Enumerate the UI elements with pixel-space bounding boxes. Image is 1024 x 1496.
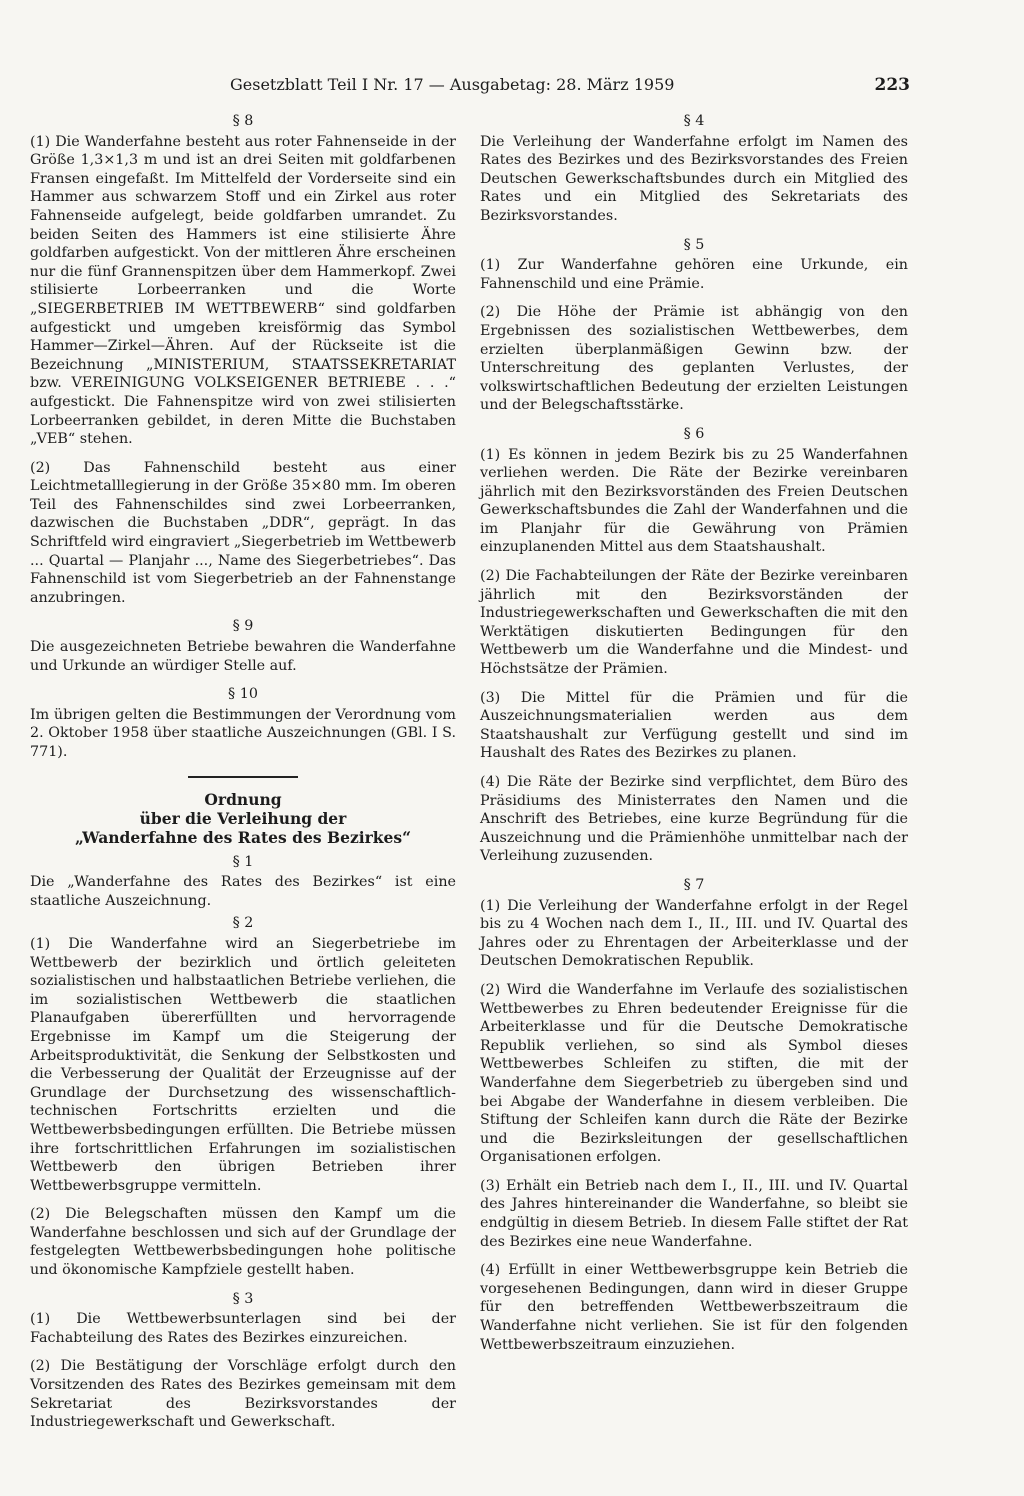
paragraph-5-1: (1) Zur Wanderfahne gehören eine Urkunde, ein Fahnenschild und eine Prämie. — [480, 257, 908, 292]
section-heading-7: § 7 — [683, 876, 705, 893]
ordnung-title-line-3: „Wanderfahne des Rates des Bezirkes“ — [74, 827, 412, 847]
paragraph-9-1: Die ausgezeichneten Betriebe bewahren die Wanderfahne und Urkunde an würdiger Stelle auf. — [30, 639, 456, 674]
paragraph-5-2: (2) Die Höhe der Prämie ist abhängig von den Ergebnissen des sozialistischen Wettbewerbes, dem erzielten überplanmäßigen Gewinn bzw. der Unterschreitung des geplanten Verlustes, der volkswirtschaftlichen Bedeutung der erzielten Leistungen und der Belegschaftsstärke. — [480, 304, 908, 414]
paragraph-6-3: (3) Die Mittel für die Prämien und für die Auszeichnungsmaterialien werden aus dem Staatshaushalt zur Verfügung gestellt und sind im Haushalt des Rates des Bezirkes zu planen. — [480, 689, 908, 762]
section-heading-9: § 9 — [232, 618, 254, 635]
paragraph-2-2: (2) Die Belegschaften müssen den Kampf um die Wanderfahne beschlossen und sich auf der Grundlage der festgelegten Wettbewerbsbedingungen hohe politische und ökonomische Kampfziele gestellt haben. — [30, 1206, 456, 1279]
paragraph-3-2: (2) Die Bestätigung der Vorschläge erfolgt durch den Vorsitzenden des Rates des Bezirkes gemeinsam mit dem Sekretariat des Bezirksvorstandes der Industriegewerkschaft und Gewerkschaft. — [30, 1358, 456, 1431]
paragraph-6-1: (1) Es können in jedem Bezirk bis zu 25 Wanderfahnen verliehen werden. Die Räte der Bezirke vereinbaren jährlich mit den Bezirksvorständen des Freien Deutschen Gewerkschaftsbundes die Zahl der Wanderfahnen und die im Planjahr für die Gewährung von Prämien einzuplanenden Mittel aus dem Staatshaushalt. — [480, 446, 908, 556]
left-column — [30, 112, 456, 1442]
paragraph-3-1: (1) Die Wettbewerbsunterlagen sind bei der Fachabteilung des Rates des Bezirkes einzureichen. — [30, 1311, 456, 1346]
paragraph-1-1: Die „Wanderfahne des Rates des Bezirkes“ ist eine staatliche Auszeichnung. — [30, 874, 456, 909]
page-header — [30, 75, 910, 99]
paragraph-6-4: (4) Die Räte der Bezirke sind verpflichtet, dem Büro des Präsidiums des Ministerrates den Namen und die Anschrift des Betriebes, eine kurze Begründung für die Auszeichnung und die Prämienhöhe unmittelbar nach der Verleihung zuzusenden. — [480, 774, 908, 865]
paragraph-10-1: Im übrigen gelten die Bestimmungen der Verordnung vom 2. Oktober 1958 über staatliche Auszeichnungen (GBl. I S. 771). — [30, 706, 456, 760]
section-divider — [188, 776, 298, 778]
section-heading-2: § 2 — [232, 915, 254, 932]
section-heading-3: § 3 — [232, 1290, 254, 1307]
ordnung-title-line-2: über die Verleihung der — [139, 808, 347, 828]
section-heading-8: § 8 — [232, 113, 254, 129]
ordnung-title-line-1: Ordnung — [204, 789, 282, 809]
paragraph-7-2: (2) Wird die Wanderfahne im Verlaufe des sozialistischen Wettbewerbes zu Ehren bedeutender Ereignisse für die Arbeiterklasse und für die Deutsche Demokratische Republik verliehen, so sind als Symbol dieses Wettbewerbes Schleifen zu stiften, die mit der Wanderfahne dem Siegerbetrieb zu übergeben sind und bei Abgabe der Wanderfahne in diesem verbleiben. Die Stiftung der Schleifen kann durch die Räte der Bezirke und die Bezirksleitungen der gesellschaftlichen Organisationen erfolgen. — [480, 981, 908, 1166]
paragraph-7-3: (3) Erhält ein Betrieb nach dem I., II., III. und IV. Quartal des Jahres hintereinander die Wanderfahne, so bleibt sie endgültig in diesem Betrieb. In diesem Falle stiftet der Rat des Bezirkes eine neue Wanderfahne. — [480, 1177, 908, 1250]
section-heading-10: § 10 — [228, 686, 258, 703]
page-number: 223 — [874, 75, 910, 95]
paragraph-4-1: Die Verleihung der Wanderfahne erfolgt im Namen des Rates des Bezirkes und des Bezirksvorstandes des Freien Deutschen Gewerkschaftsbundes durch ein Mitglied des Rates und ein Mitglied des Sekretariats des Bezirksvorstandes. — [480, 133, 908, 224]
paragraph-6-2: (2) Die Fachabteilungen der Räte der Bezirke vereinbaren jährlich mit den Bezirksvorständen der Industriegewerkschaften und Gewerkschaften die mit den Werktätigen diskutierten Bedingungen für den Wettbewerb um die Wanderfahne und die Mindest- und Höchstsätze der Prämien. — [480, 568, 908, 678]
right-column — [480, 112, 908, 1364]
section-heading-6: § 6 — [683, 425, 705, 442]
paragraph-2-1: (1) Die Wanderfahne wird an Siegerbetriebe im Wettbewerb der bezirklich und örtlich geleiteten sozialistischen und halbstaatlichen Betriebe verliehen, die im sozialistischen Wettbewerb die staatlichen Planaufgaben übererfüllten und hervorragende Ergebnisse im Kampf um die Steigerung der Arbeitsproduktivität, die Senkung der Selbstkosten und die Verbesserung der Qualität der Erzeugnisse auf der Grundlage der Durchsetzung des wissenschaftlich-technischen Fortschritts erzielten und die Wettbewerbsbedingungen erfüllten. Die Betriebe müssen ihre fortschrittlichen Erfahrungen im sozialistischen Wettbewerb den übrigen Betrieben ihrer Wettbewerbsgruppe vermitteln. — [30, 935, 456, 1194]
paragraph-7-1: (1) Die Verleihung der Wanderfahne erfolgt in der Regel bis zu 4 Wochen nach dem I., II., III. und IV. Quartal des Jahres oder zu Ehrentagen der Arbeiterklasse und der Deutschen Demokratischen Republik. — [480, 897, 908, 970]
section-heading-4: § 4 — [683, 113, 705, 129]
paragraph-8-1: (1) Die Wanderfahne besteht aus roter Fahnenseide in der Größe 1,3×1,3 m und ist an drei Seiten mit goldfarbenen Fransen eingefaßt. Im Mittelfeld der Vorderseite sind ein Hammer aus schwarzem Stoff und ein Zirkel aus roter Fahnenseide aufgelegt, beide goldfarben umrandet. Zu beiden Seiten des Hammers ist eine stilisierte Ähre goldfarben aufgestickt. Von der mittleren Ähre erscheinen nur die fünf Grannenspitzen über dem Hammerkopf. Zwei stilisierte Lorbeerranken und die Worte „SIEGERBETRIEB IM WETTBEWERB“ sind goldfarben aufgestickt und umgeben kreisförmig das Symbol Hammer—Zirkel—Ähren. Auf der Rückseite ist die Bezeichnung „MINISTERIUM, STAATSSEKRETARIAT bzw. VEREINIGUNG VOLKSEIGENER BETRIEBE . . .“ aufgestickt. Die Fahnenspitze wird von zwei stilisierten Lorbeerranken gebildet, in deren Mitte die Buchstaben „VEB“ stehen. — [30, 133, 456, 448]
section-heading-5: § 5 — [683, 236, 705, 253]
section-heading-1: § 1 — [232, 853, 254, 870]
paragraph-8-2: (2) Das Fahnenschild besteht aus einer Leichtmetalllegierung in der Größe 35×80 mm. Im oberen Teil des Fahnenschildes sind zwei Lorbeerranken, dazwischen die Buchstaben „DDR“, geprägt. In das Schriftfeld wird eingraviert „Siegerbetrieb im Wettbewerb ... Quartal — Planjahr ..., Name des Siegerbetriebes“. Das Fahnenschild ist vom Siegerbetrieb an der Fahnenstange anzubringen. — [30, 459, 456, 606]
paragraph-7-4: (4) Erfüllt in einer Wettbewerbsgruppe kein Betrieb die vorgesehenen Bedingungen, dann wird in dieser Gruppe für den betreffenden Wettbewerbszeitraum die Wanderfahne nicht verliehen. Sie ist für den folgenden Wettbewerbszeitraum einzuziehen. — [480, 1262, 908, 1353]
running-title: Gesetzblatt Teil I Nr. 17 — Ausgabetag: 28. März 1959 — [230, 75, 675, 94]
